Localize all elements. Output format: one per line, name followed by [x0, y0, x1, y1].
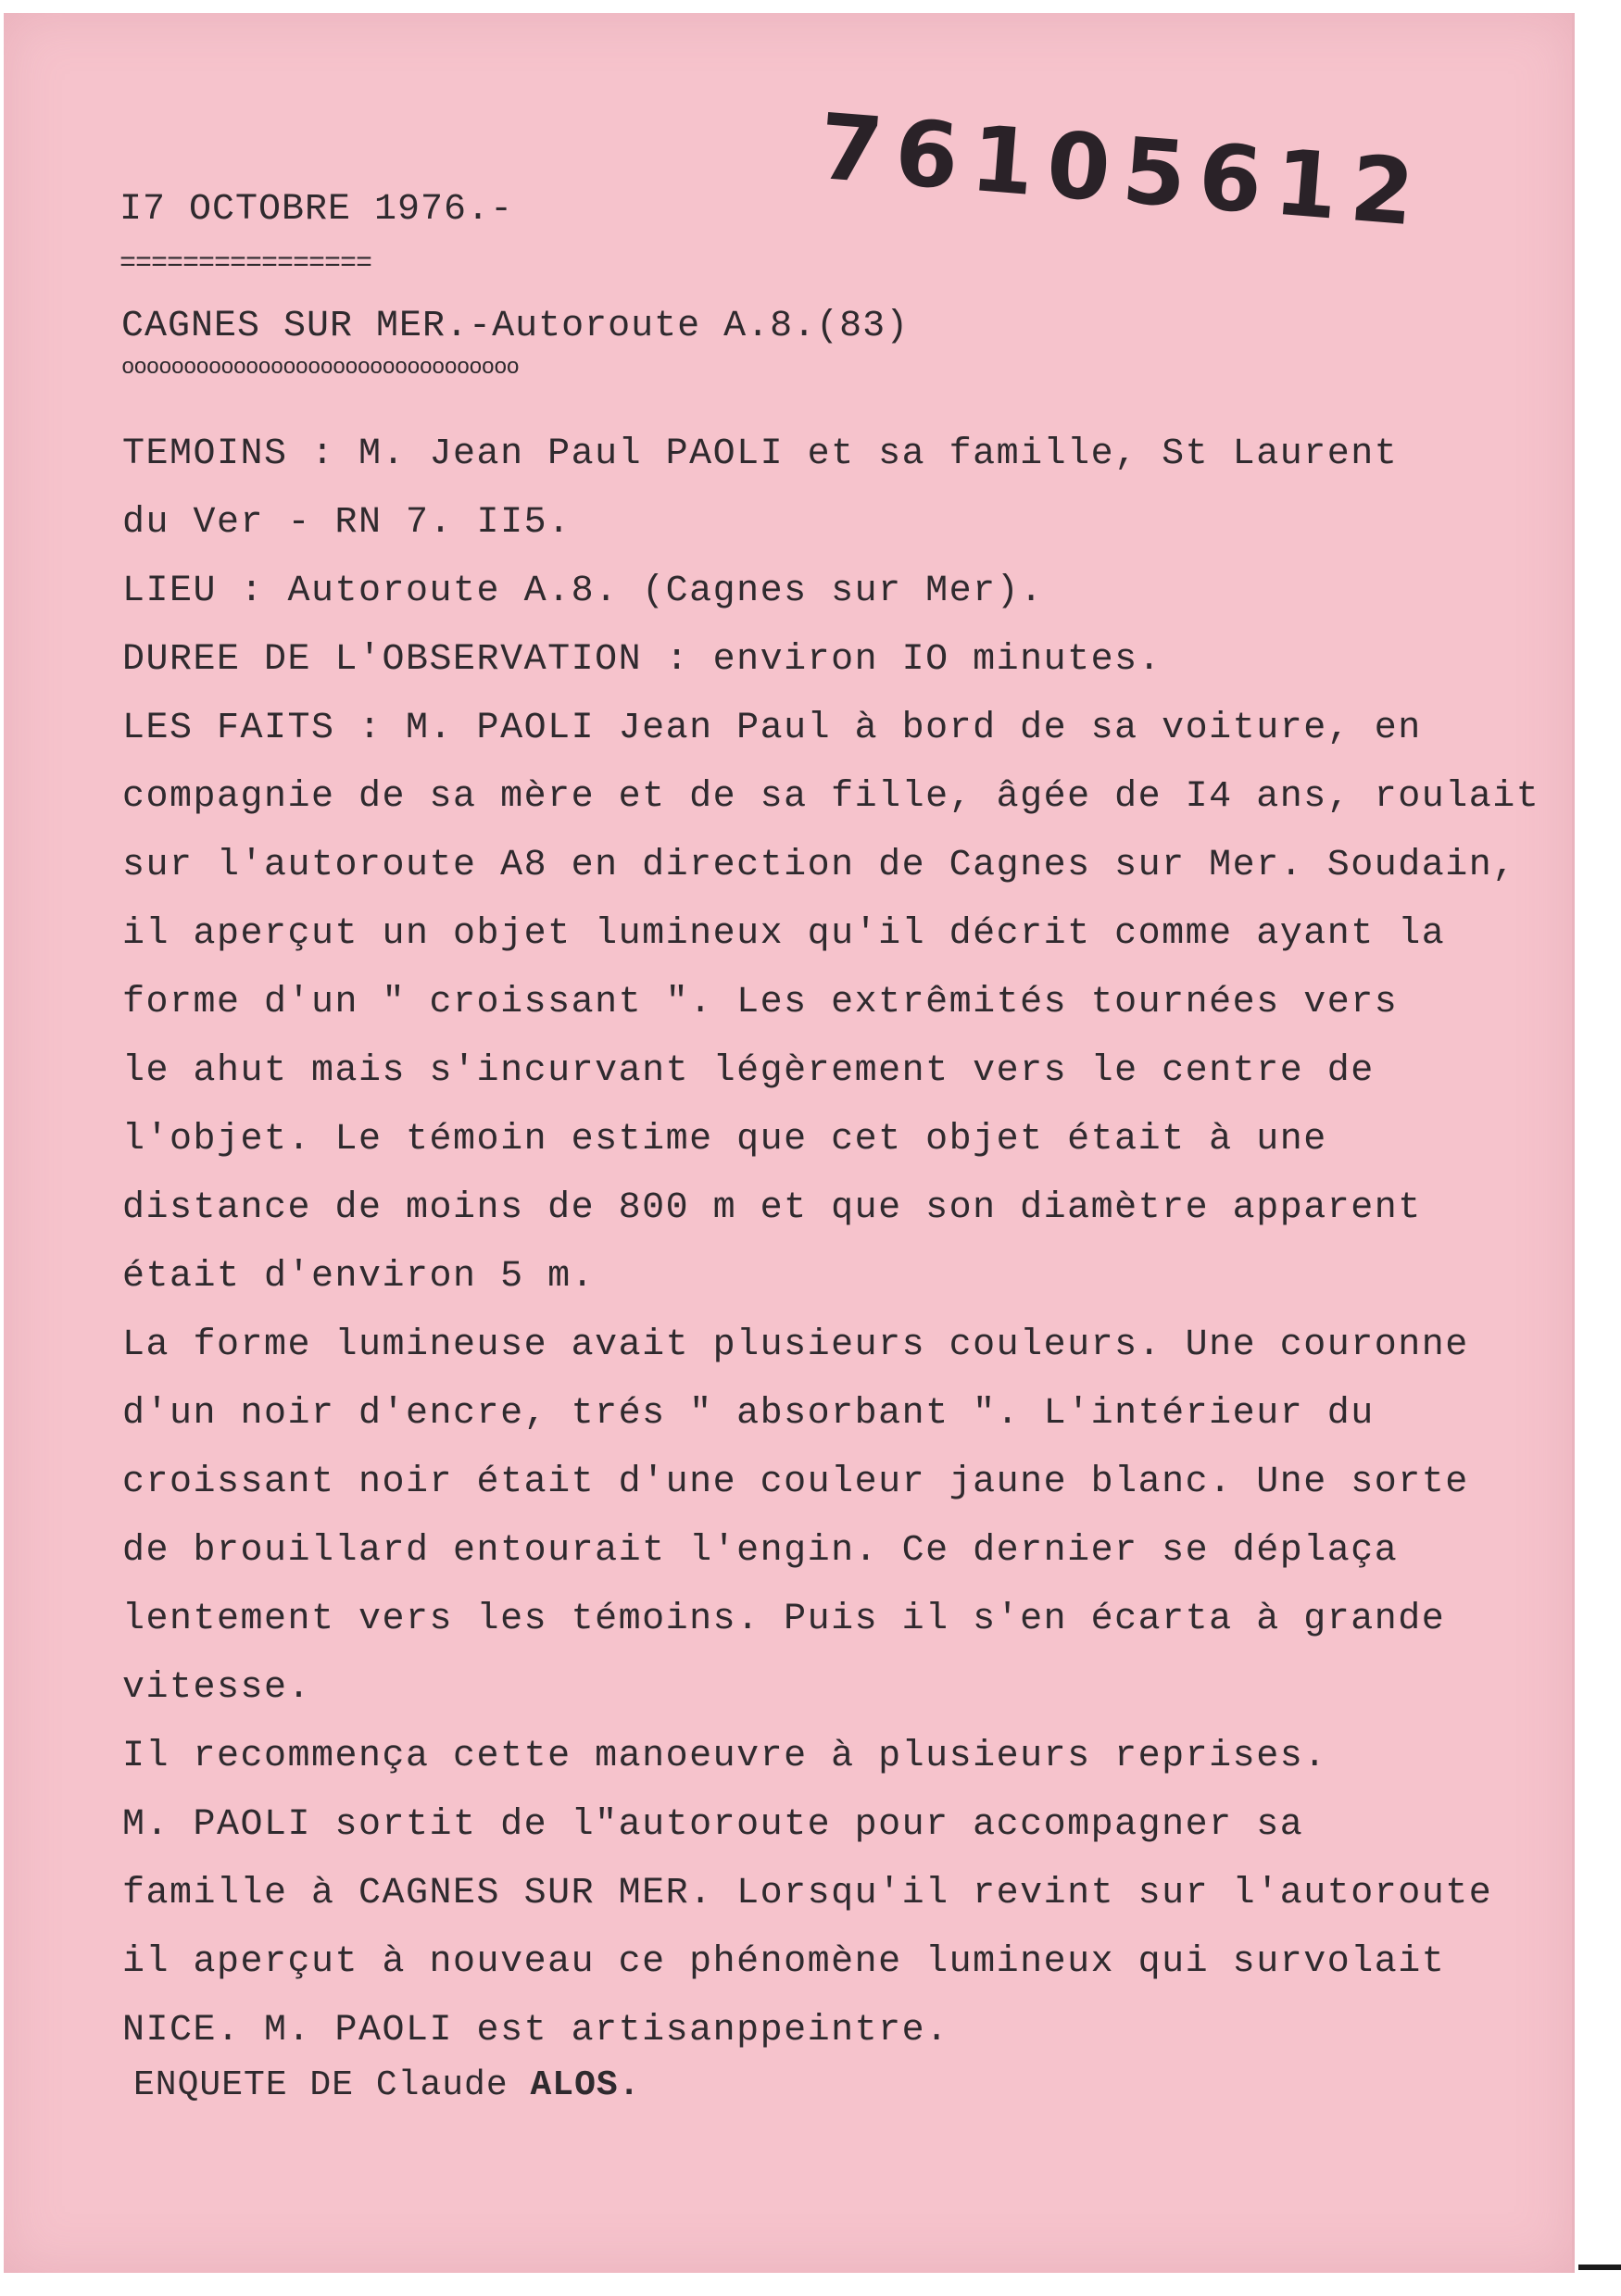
body-line: croissant noir était d'une couleur jaune blanc. Une sorte — [122, 1462, 1469, 1503]
report-body — [122, 420, 1539, 2065]
body-line: forme d'un " croissant ". Les extrêmités tournées vers — [122, 982, 1399, 1023]
body-line: distance de moins de 800 m et que son diamètre apparent — [122, 1187, 1422, 1229]
investigator-signature-line — [133, 2065, 641, 2105]
date-underline: ================ — [119, 248, 372, 280]
body-line: d'un noir d'encre, trés " absorbant ". L'intérieur du — [122, 1393, 1375, 1435]
report-location: CAGNES SUR MER.-Autoroute A.8.(83) — [121, 306, 910, 347]
scan-edge-mark — [1578, 2265, 1621, 2270]
report-date: I7 OCTOBRE 1976.- — [119, 189, 514, 231]
body-line: il aperçut à nouveau ce phénomène lumineux qui survolait — [122, 1941, 1446, 1983]
body-line: NICE. M. PAOLI est artisanppeintre. — [122, 2010, 949, 2051]
location-underline: oooooooooooooooooooooooooooooooo — [121, 356, 519, 381]
signature-prefix: ENQUETE DE Claude — [133, 2065, 509, 2105]
stamped-reference-number: 76105612 — [815, 94, 1431, 248]
body-line: famille à CAGNES SUR MER. Lorsqu'il revint sur l'autoroute — [122, 1873, 1493, 1914]
body-line: compagnie de sa mère et de sa fille, âgée de I4 ans, roulait — [122, 776, 1540, 818]
typed-page — [4, 13, 1575, 2273]
body-line: DUREE DE L'OBSERVATION : environ IO minutes. — [122, 639, 1162, 681]
body-line: LES FAITS : M. PAOLI Jean Paul à bord de sa voiture, en — [122, 708, 1422, 749]
body-line: M. PAOLI sortit de l"autoroute pour accompagner sa — [122, 1804, 1304, 1846]
investigator-name: ALOS. — [530, 2065, 641, 2105]
body-line: TEMOINS : M. Jean Paul PAOLI et sa famille, St Laurent — [122, 433, 1399, 475]
body-line: était d'environ 5 m. — [122, 1256, 596, 1298]
body-line: lentement vers les témoins. Puis il s'en écarta à grande — [122, 1599, 1446, 1640]
body-line: vitesse. — [122, 1667, 312, 1709]
body-line: sur l'autoroute A8 en direction de Cagnes sur Mer. Soudain, — [122, 845, 1516, 886]
body-line: l'objet. Le témoin estime que cet objet était à une — [122, 1119, 1327, 1161]
body-line: La forme lumineuse avait plusieurs couleurs. Une couronne — [122, 1324, 1469, 1366]
body-line: le ahut mais s'incurvant légèrement vers le centre de — [122, 1050, 1375, 1092]
body-line: Il recommença cette manoeuvre à plusieurs reprises. — [122, 1736, 1327, 1777]
body-line: du Ver - RN 7. II5. — [122, 502, 572, 544]
body-line: il aperçut un objet lumineux qu'il décrit comme ayant la — [122, 913, 1446, 955]
body-line: de brouillard entourait l'engin. Ce dernier se déplaça — [122, 1530, 1399, 1572]
body-line: LIEU : Autoroute A.8. (Cagnes sur Mer). — [122, 571, 1044, 612]
